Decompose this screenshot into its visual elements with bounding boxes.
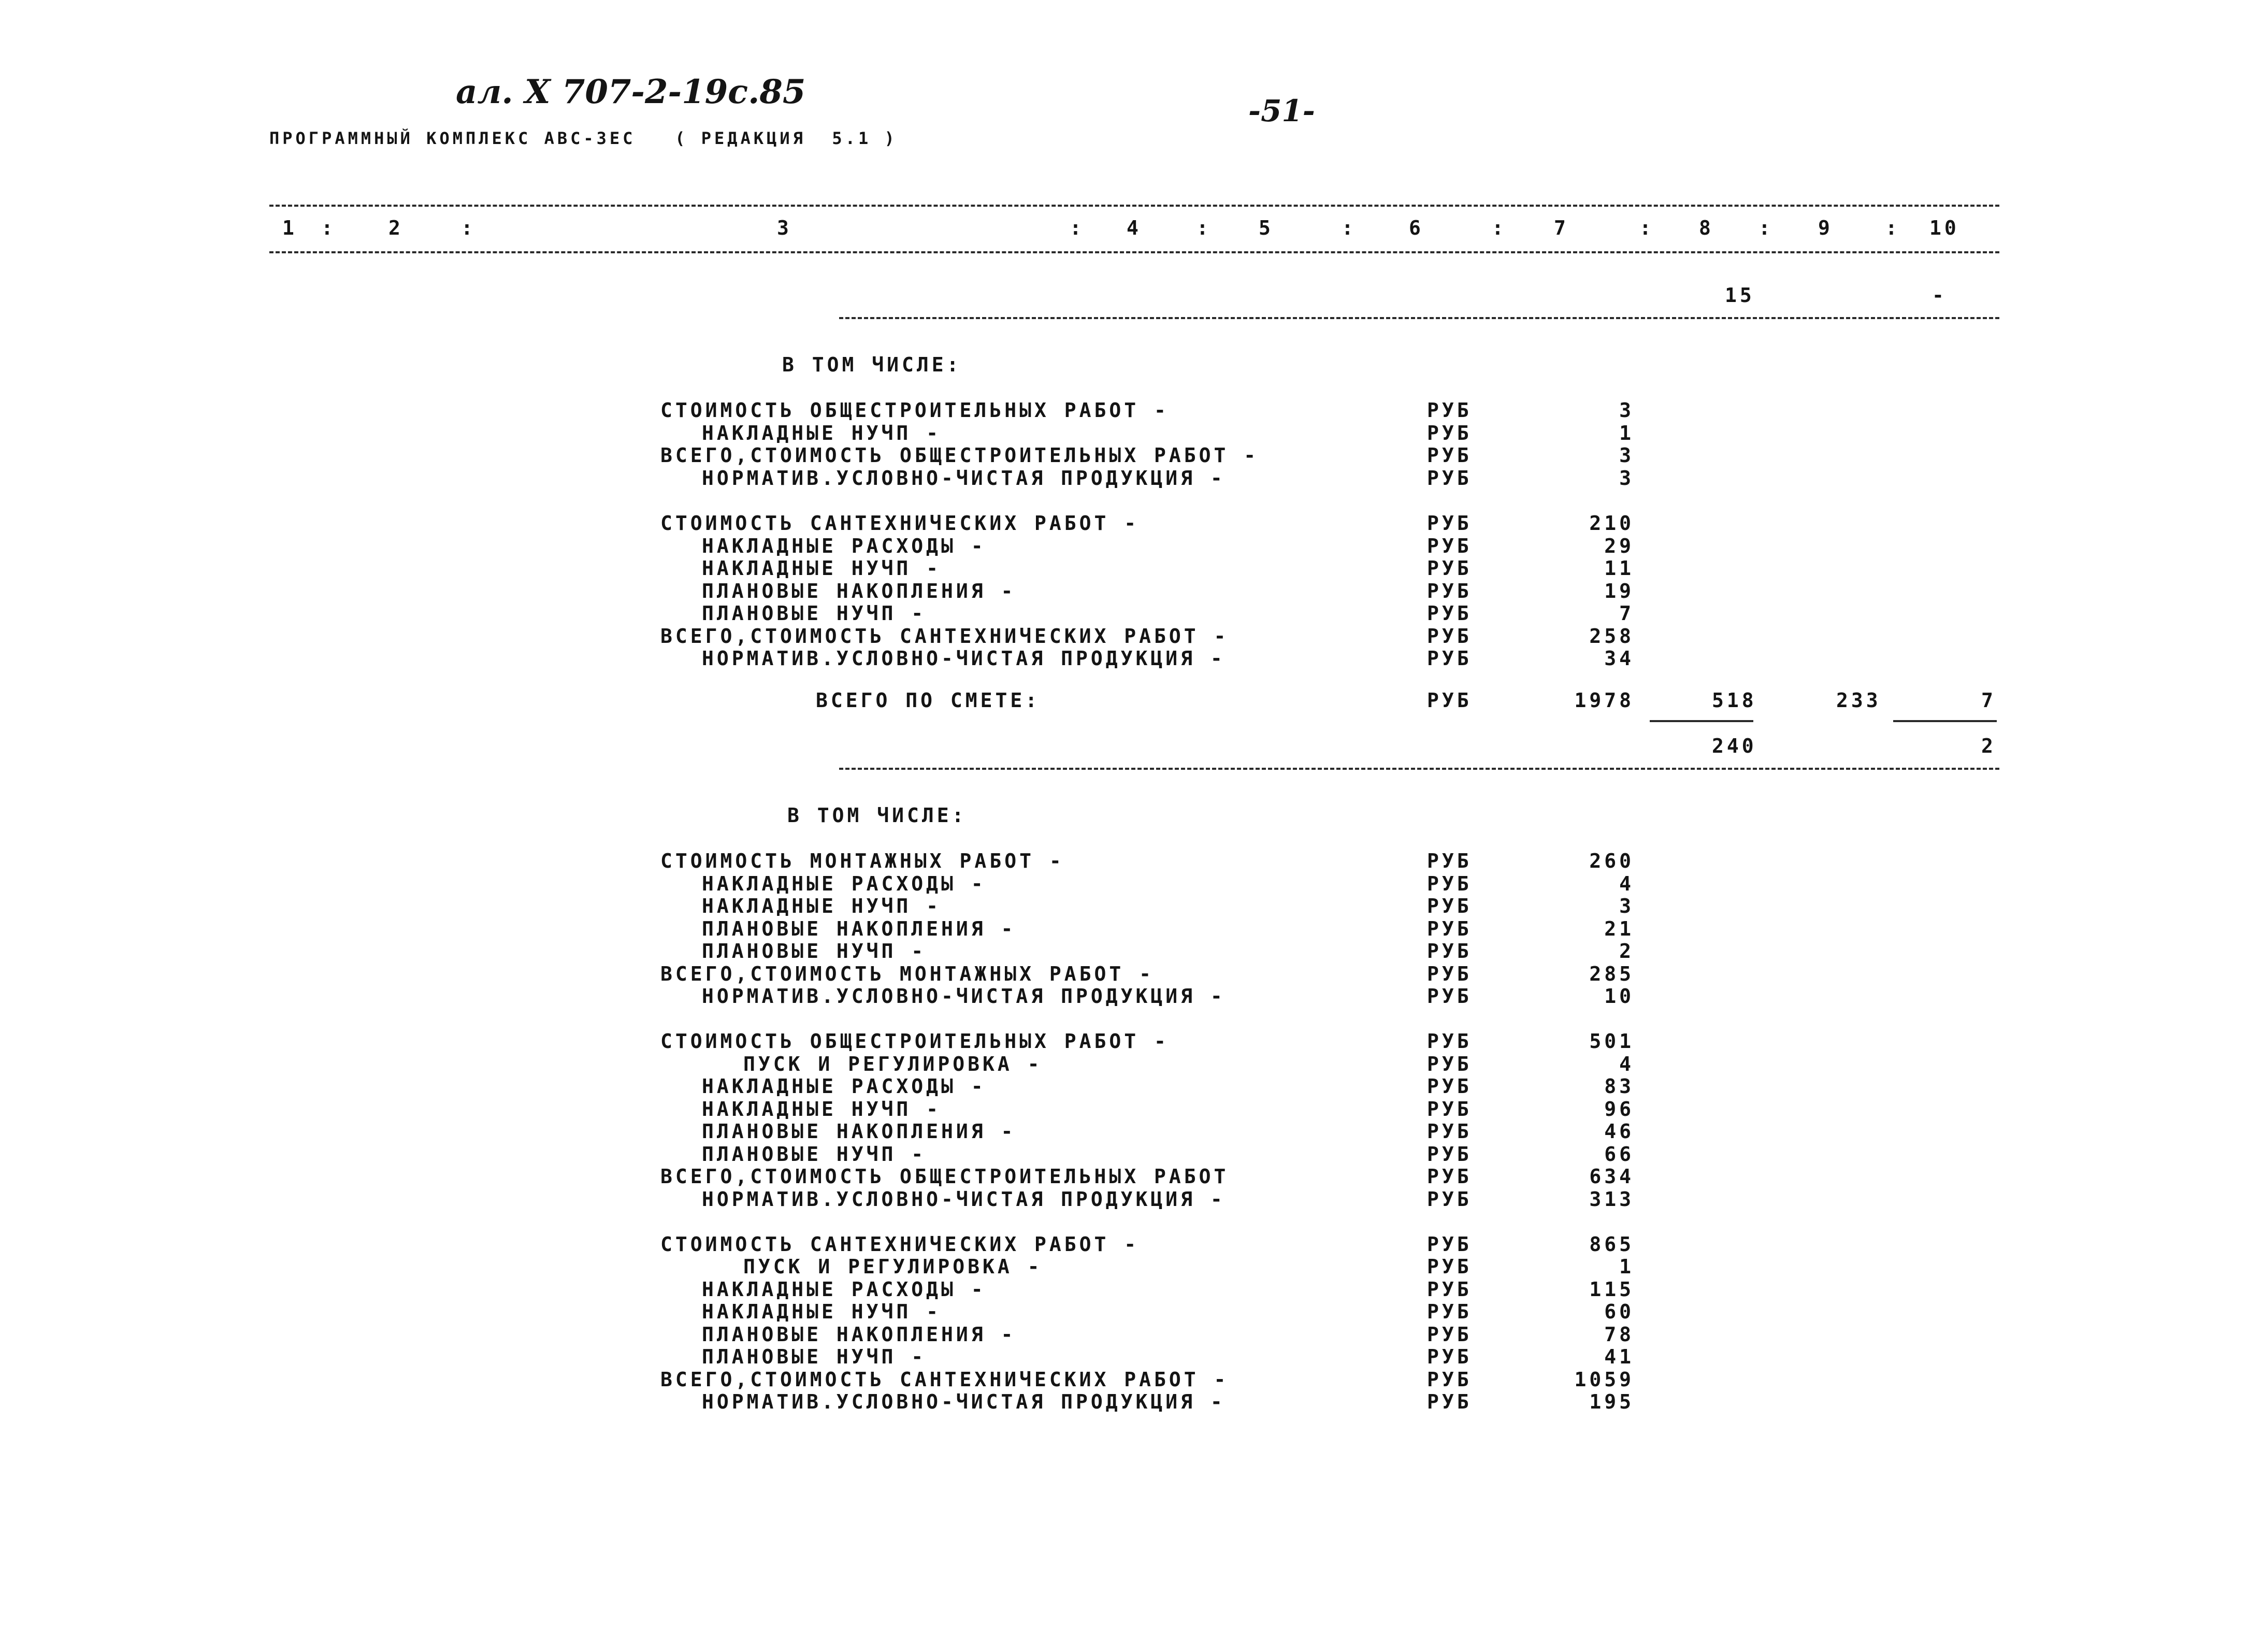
column-number: 7 [1554,217,1569,239]
line-item-value: 2 [1619,940,1634,963]
line-item-label: СТОИМОСТЬ МОНТАЖНЫХ РАБОТ - [660,850,1064,872]
line-item-label: НАКЛАДНЫЕ РАСХОДЫ - [702,872,986,895]
line-item-value: 4 [1619,872,1634,895]
line-item-unit: РУБ [1427,1390,1472,1413]
line-item-label: ПЛАНОВЫЕ НАКОПЛЕНИЯ - [702,1323,1016,1346]
total-col8-top: 518 [1712,689,1757,712]
column-separator: : [1758,217,1774,239]
header-rule-bottom [269,251,1999,253]
line-item-value: 19 [1604,579,1634,602]
line-item-label: НАКЛАДНЫЕ НУЧП - [702,1300,942,1323]
line-item-label: ПЛАНОВЫЕ НУЧП - [702,1345,927,1368]
line-item-label: НАКЛАДНЫЕ РАСХОДЫ - [702,1075,986,1098]
column-separator: : [1197,217,1212,239]
line-item-unit: РУБ [1427,1075,1472,1098]
line-item-value: 865 [1589,1232,1634,1256]
line-item-value: 1059 [1574,1368,1634,1391]
line-item-label: СТОИМОСТЬ САНТЕХНИЧЕСКИХ РАБОТ - [660,512,1140,535]
line-item-label: НАКЛАДНЫЕ НУЧП - [702,895,942,917]
page-number: -51- [1248,93,1315,128]
line-item-unit: РУБ [1427,1232,1472,1256]
line-item-unit: РУБ [1427,1030,1472,1053]
line-item-label: НАКЛАДНЫЕ РАСХОДЫ - [702,534,986,557]
program-title: ПРОГРАММНЫЙ КОМПЛЕКС АВС-3ЕС ( РЕДАКЦИЯ 5.1 ) [269,128,898,148]
line-item-label: НОРМАТИВ.УСЛОВНО-ЧИСТАЯ ПРОДУКЦИЯ - [702,647,1226,670]
line-item-label: СТОИМОСТЬ САНТЕХНИЧЕСКИХ РАБОТ - [660,1232,1140,1256]
column-number: 9 [1818,217,1833,239]
total-col9: 233 [1836,689,1881,712]
line-item-label: НАКЛАДНЫЕ НУЧП - [702,421,942,444]
total-label: ВСЕГО ПО СМЕТЕ: [816,689,1041,712]
column-separator: : [1639,217,1654,239]
total-col7: 1978 [1574,689,1634,712]
line-item-label: ПУСК И РЕГУЛИРОВКА - [743,1052,1043,1075]
line-item-value: 11 [1604,557,1634,580]
column-separator: : [461,217,476,239]
line-item-unit: РУБ [1427,557,1472,580]
line-item-unit: РУБ [1427,1300,1472,1323]
line-item-value: 285 [1589,962,1634,985]
line-item-unit: РУБ [1427,421,1472,444]
line-item-unit: РУБ [1427,1097,1472,1121]
line-item-value: 258 [1589,624,1634,648]
column-separator: : [1070,217,1085,239]
line-item-unit: РУБ [1427,1323,1472,1346]
line-item-unit: РУБ [1427,1165,1472,1188]
line-item-label: ПУСК И РЕГУЛИРОВКА - [743,1255,1043,1278]
line-item-value: 210 [1589,512,1634,535]
line-item-value: 78 [1604,1323,1634,1346]
column-number: 3 [777,217,792,239]
line-item-label: ПЛАНОВЫЕ НУЧП - [702,1142,927,1166]
line-item-value: 83 [1604,1075,1634,1098]
section-rule-1 [839,317,1999,319]
line-item-unit: РУБ [1427,917,1472,940]
header-rule-top [269,205,1999,207]
line-item-label: НАКЛАДНЫЕ НУЧП - [702,1097,942,1121]
section-rule-2 [839,768,1999,770]
line-item-unit: РУБ [1427,647,1472,670]
line-item-value: 501 [1589,1030,1634,1053]
line-item-label: СТОИМОСТЬ ОБЩЕСТРОИТЕЛЬНЫХ РАБОТ - [660,399,1169,422]
line-item-value: 1 [1619,1255,1634,1278]
section2-heading: В ТОМ ЧИСЛЕ: [787,804,967,827]
column-number: 2 [388,217,403,239]
line-item-label: НОРМАТИВ.УСЛОВНО-ЧИСТАЯ ПРОДУКЦИЯ - [702,466,1226,490]
line-item-label: ПЛАНОВЫЕ НАКОПЛЕНИЯ - [702,1120,1016,1143]
line-item-value: 41 [1604,1345,1634,1368]
line-item-unit: РУБ [1427,534,1472,557]
line-item-label: НОРМАТИВ.УСЛОВНО-ЧИСТАЯ ПРОДУКЦИЯ - [702,985,1226,1008]
line-item-value: 10 [1604,985,1634,1008]
line-item-unit: РУБ [1427,1120,1472,1143]
column-number: 10 [1929,217,1959,239]
line-item-label: ПЛАНОВЫЕ НУЧП - [702,602,927,625]
line-item-label: НОРМАТИВ.УСЛОВНО-ЧИСТАЯ ПРОДУКЦИЯ - [702,1187,1226,1211]
top-value-col8: 15 [1725,284,1755,307]
line-item-unit: РУБ [1427,850,1472,872]
line-item-value: 115 [1589,1277,1634,1301]
line-item-label: ВСЕГО,СТОИМОСТЬ ОБЩЕСТРОИТЕЛЬНЫХ РАБОТ [660,1165,1229,1188]
line-item-unit: РУБ [1427,624,1472,648]
column-number: 4 [1127,217,1142,239]
column-number: 5 [1259,217,1274,239]
line-item-value: 634 [1589,1165,1634,1188]
total-unit: РУБ [1427,689,1472,712]
line-item-unit: РУБ [1427,1255,1472,1278]
line-item-value: 21 [1604,917,1634,940]
section1-heading: В ТОМ ЧИСЛЕ: [782,353,962,376]
column-number: 6 [1409,217,1424,239]
line-item-label: ПЛАНОВЫЕ НАКОПЛЕНИЯ - [702,579,1016,602]
line-item-value: 96 [1604,1097,1634,1121]
line-item-value: 34 [1604,647,1634,670]
line-item-label: СТОИМОСТЬ ОБЩЕСТРОИТЕЛЬНЫХ РАБОТ - [660,1030,1169,1053]
line-item-value: 29 [1604,534,1634,557]
line-item-label: НАКЛАДНЫЕ НУЧП - [702,557,942,580]
line-item-unit: РУБ [1427,962,1472,985]
column-number: 8 [1699,217,1714,239]
total-col10-rule [1893,720,1997,722]
column-number: 1 [282,217,297,239]
line-item-unit: РУБ [1427,512,1472,535]
line-item-unit: РУБ [1427,1052,1472,1075]
line-item-label: ВСЕГО,СТОИМОСТЬ САНТЕХНИЧЕСКИХ РАБОТ - [660,1368,1229,1391]
line-item-value: 3 [1619,466,1634,490]
line-item-unit: РУБ [1427,602,1472,625]
line-item-value: 7 [1619,602,1634,625]
line-item-value: 4 [1619,1052,1634,1075]
line-item-value: 46 [1604,1120,1634,1143]
line-item-value: 1 [1619,421,1634,444]
line-item-unit: РУБ [1427,1345,1472,1368]
top-value-col10: - [1932,284,1947,307]
line-item-unit: РУБ [1427,1277,1472,1301]
line-item-unit: РУБ [1427,1368,1472,1391]
line-item-value: 66 [1604,1142,1634,1166]
line-item-label: ВСЕГО,СТОИМОСТЬ ОБЩЕСТРОИТЕЛЬНЫХ РАБОТ - [660,444,1259,467]
line-item-label: ВСЕГО,СТОИМОСТЬ САНТЕХНИЧЕСКИХ РАБОТ - [660,624,1229,648]
line-item-label: НАКЛАДНЫЕ РАСХОДЫ - [702,1277,986,1301]
line-item-value: 260 [1589,850,1634,872]
total-col8-rule [1650,720,1753,722]
column-separator: : [1492,217,1507,239]
line-item-value: 195 [1589,1390,1634,1413]
line-item-value: 3 [1619,399,1634,422]
column-separator: : [1342,217,1357,239]
line-item-unit: РУБ [1427,399,1472,422]
line-item-value: 3 [1619,895,1634,917]
line-item-label: ПЛАНОВЫЕ НАКОПЛЕНИЯ - [702,917,1016,940]
line-item-unit: РУБ [1427,895,1472,917]
line-item-label: ПЛАНОВЫЕ НУЧП - [702,940,927,963]
line-item-unit: РУБ [1427,872,1472,895]
line-item-value: 313 [1589,1187,1634,1211]
line-item-label: ВСЕГО,СТОИМОСТЬ МОНТАЖНЫХ РАБОТ - [660,962,1154,985]
line-item-unit: РУБ [1427,466,1472,490]
document-code: ал. X 707-2-19с.85 [456,73,806,111]
total-col8-bottom: 240 [1712,735,1757,757]
line-item-unit: РУБ [1427,579,1472,602]
column-separator: : [321,217,336,239]
column-separator: : [1885,217,1900,239]
total-col10-top: 7 [1981,689,1996,712]
line-item-value: 60 [1604,1300,1634,1323]
line-item-label: НОРМАТИВ.УСЛОВНО-ЧИСТАЯ ПРОДУКЦИЯ - [702,1390,1226,1413]
line-item-value: 3 [1619,444,1634,467]
line-item-unit: РУБ [1427,1142,1472,1166]
line-item-unit: РУБ [1427,985,1472,1008]
line-item-unit: РУБ [1427,444,1472,467]
line-item-unit: РУБ [1427,940,1472,963]
line-item-unit: РУБ [1427,1187,1472,1211]
total-col10-bottom: 2 [1981,735,1996,757]
